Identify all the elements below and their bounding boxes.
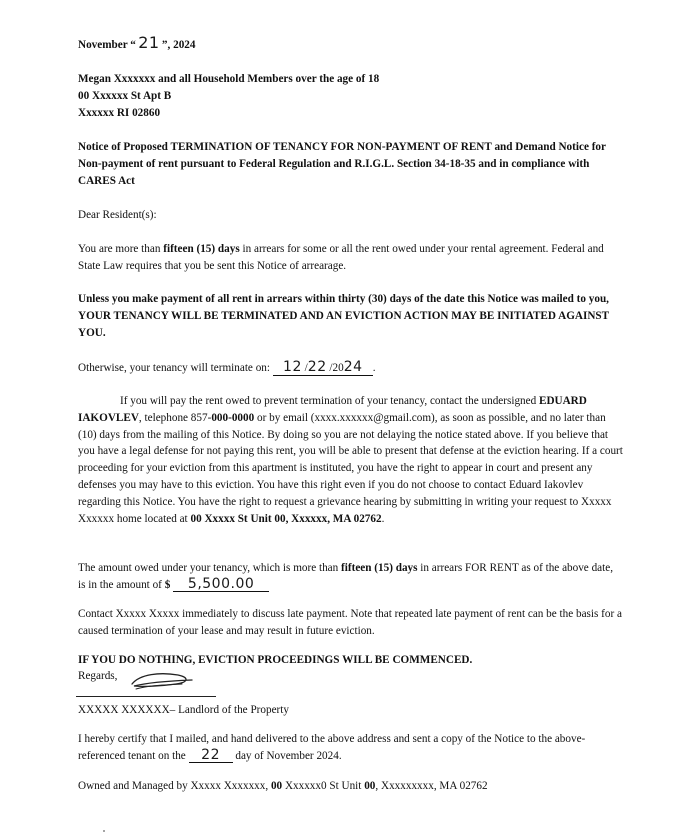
arrears-days: fifteen (15) days [163, 243, 240, 255]
amount-paragraph [78, 560, 623, 594]
arrears-paragraph [78, 241, 623, 275]
footer-text-1: Owned and Managed by Xxxxx Xxxxxxx, [78, 780, 271, 792]
regards: Regards, [78, 670, 118, 682]
termination-date-field: 12 /22 /2024 [273, 361, 373, 376]
final-warning: IF YOU DO NOTHING, EVICTION PROCEEDINGS WILL BE COMMENCED. [78, 654, 473, 666]
date-day-handwritten: 21 [138, 33, 160, 52]
certification-paragraph [78, 731, 623, 765]
date-prefix: November “ [78, 39, 136, 51]
contact-paragraph [78, 393, 623, 527]
warning-paragraph: Unless you make payment of all rent in arrears within thirty (30) days of the date this Notice was mailed to you, YOUR TENANCY WILL BE TERMINATED AND AN EVICTION ACTION MAY BE INITIATED AGAINST YOU. [78, 293, 609, 339]
notice-title-part1: Notice of Proposed [78, 141, 171, 153]
amount-owed: 5,500.00 [173, 578, 269, 592]
signature-image [126, 668, 198, 694]
landlord-line [78, 702, 623, 719]
amount-currency: $ [164, 578, 174, 591]
recipient-block [78, 71, 623, 121]
termination-month: 12 [283, 359, 302, 375]
salutation: Dear Resident(s): [78, 209, 157, 221]
termination-day: 22 [307, 359, 327, 375]
contact-text-2: , telephone 857- [138, 411, 212, 424]
date-suffix: ”, 2024 [161, 39, 196, 51]
signature-line [76, 696, 216, 697]
certification-text-1: I hereby certify that I mailed, and hand delivered to the above address and sent a copy of the Notice to the above-referenced tenant on the [78, 733, 586, 762]
contact-phone: 000-0000 [211, 411, 255, 424]
termination-year-prefix: 20 [332, 362, 344, 374]
notice-title-part2: TERMINATION OF TENANCY FOR NON-PAYMENT OF RENT [170, 141, 492, 153]
termination-label: Otherwise, your tenancy will terminate on: [78, 362, 273, 374]
scan-speck [103, 830, 105, 832]
notice-date [78, 33, 623, 54]
amount-days: fifteen (15) days [341, 562, 418, 574]
recipient-line3: Xxxxxx RI 02860 [78, 106, 161, 119]
contact-text-1: If you will pay the rent owed to prevent termination of your tenancy, contact the undersigned [120, 395, 539, 407]
landlord-name: XXXXX XXXXXX [78, 704, 170, 716]
footer-unit: 00 [364, 780, 376, 792]
notice-title [78, 139, 623, 189]
certification-day: 22 [189, 749, 233, 763]
amount-text-2: in arrears FOR RENT as of the above date, is in the amount of [78, 562, 614, 591]
amount-text-1: The amount owed under your tenancy, which is more than [78, 562, 342, 574]
termination-line [78, 360, 623, 377]
contact-text-4: . [381, 512, 385, 525]
footer-number: 00 [270, 780, 283, 792]
arrears-text-2: in arrears for some or all the rent owed under your rental agreement. Federal and State Law requires that you be sent this Notice of arrearage. [78, 243, 604, 272]
recipient-line1: Megan Xxxxxxx and all Household Members over the age of 18 [78, 73, 380, 85]
footer-text-3: , Xxxxxxxxx, MA 02762 [375, 780, 488, 792]
footer-text-2: Xxxxxx0 St Unit [282, 780, 365, 792]
contact-text-3: or by email (xxxx.xxxxxx@gmail.com), as soon as possible, and no later than (10) days from the mailing of this Notice. By doing so you are not delaying the notice stated above. If you believe that you have a legal defense for not paying this rent, you will be able to present that defense at the eviction hearing. If a court proceeding for your eviction from this apartment is instituted, you have the right to appear in court and present any defenses you may have to this eviction. You have this right even if you do not choose to contact Eduard Iakovlev regarding this Notice. You have the right to request a grievance hearing by submitting in writing your request to Xxxxx Xxxxxx home located at [78, 411, 623, 525]
landlord-role: – Landlord of the Property [169, 704, 289, 716]
contact-address: 00 Xxxxx St Unit 00, Xxxxxx, MA 02762 [190, 512, 382, 525]
termination-end: . [372, 362, 376, 374]
arrears-text-1: You are more than [78, 243, 164, 255]
termination-year-hand: 24 [343, 359, 363, 375]
recipient-line2: 00 Xxxxxx St Apt B [78, 89, 172, 102]
contact-name: EDUARD IAKOVLEV [78, 395, 587, 424]
late-payment-paragraph: Contact Xxxxx Xxxxx immediately to discuss late payment. Note that repeated late payment of rent can be the basis for a caused termination of your lease and may result in future eviction. [78, 608, 622, 637]
notice-title-part3: and Demand Notice for Non-payment of rent pursuant to Federal Regulation and R.I.G.L. Section 34-18-35 and in compliance with CARES Act [78, 141, 606, 187]
footer-line [78, 778, 623, 795]
certification-text-2: day of November 2024. [232, 749, 342, 762]
